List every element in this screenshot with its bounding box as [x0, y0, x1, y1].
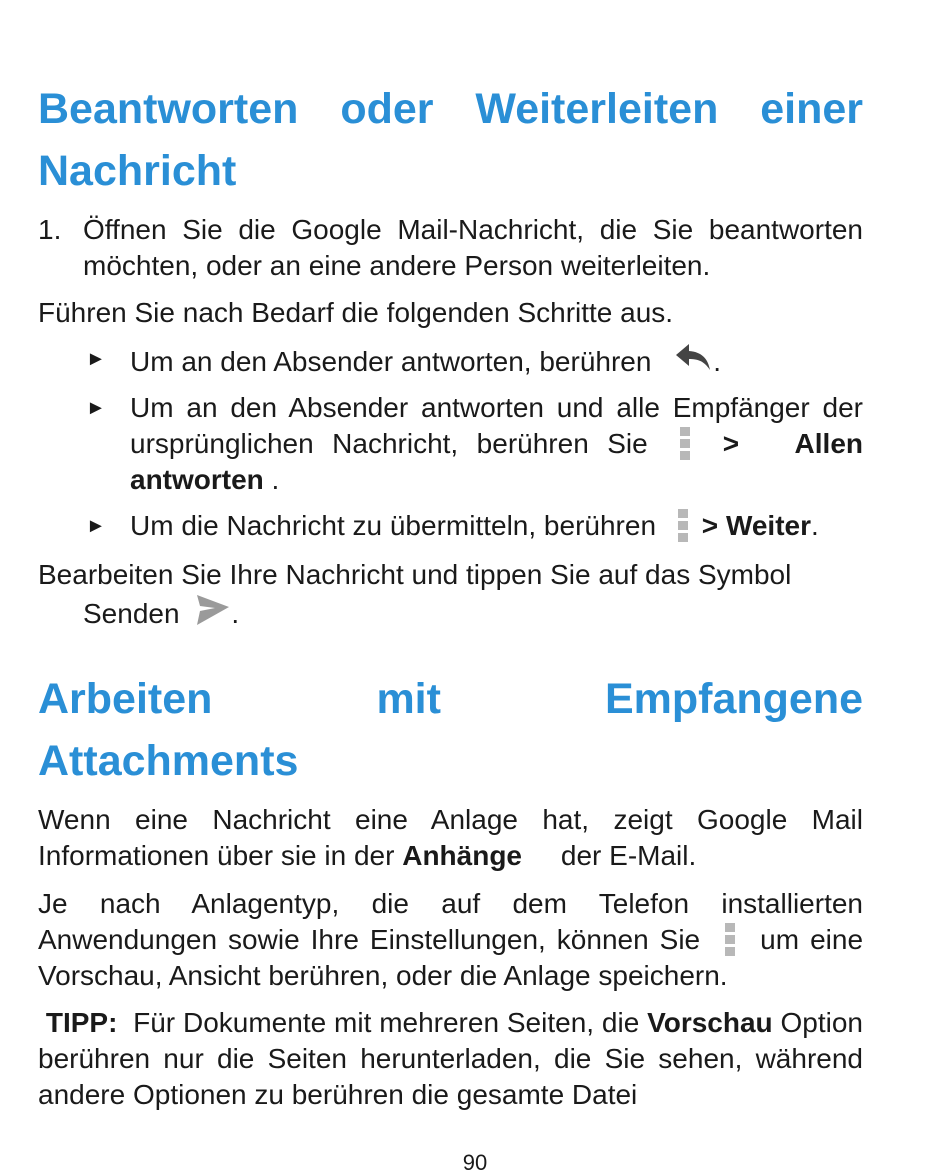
section-heading-attachments — [38, 668, 863, 792]
heading-line-2: Attachments — [38, 737, 299, 785]
bullet-end: . — [263, 464, 280, 495]
edit-end: . — [231, 598, 240, 629]
send-icon — [195, 593, 231, 636]
bullet-marker: ► — [86, 397, 106, 419]
arrow: > — [722, 428, 740, 459]
para-text: um eine Vorschau, Ansicht berühren, oder die Anlage speichern. — [38, 924, 864, 991]
bullet-reply — [38, 341, 863, 382]
steps-intro: Führen Sie nach Bedarf die folgenden Schritte aus. — [38, 297, 674, 328]
edit-and-send — [38, 557, 863, 636]
section-heading-reply-forward — [38, 78, 863, 202]
heading-word: Beantworten — [38, 85, 299, 133]
heading-word: mit — [376, 675, 441, 723]
heading-line-2: Nachricht — [38, 147, 237, 195]
bullet-text — [130, 341, 863, 382]
menu-icon — [725, 923, 735, 957]
bullet-marker: ► — [86, 515, 106, 537]
attachments-paragraph-2 — [38, 886, 863, 994]
tip-text: Option berühren nur die Seiten herunterladen, die Sie sehen, während andere Optionen zu berühren die gesamte Datei — [38, 1007, 864, 1110]
bullet-text — [130, 390, 863, 498]
heading-line-1 — [38, 78, 863, 140]
preview-label: Vorschau — [647, 1007, 773, 1038]
bullet-text — [130, 508, 863, 544]
para-text: der E-Mail. — [553, 840, 697, 871]
heading-word: Weiterleiten — [475, 85, 719, 133]
bullet-reply-text: Um an den Absender antworten, berühren — [130, 346, 652, 377]
heading-line-1 — [38, 668, 863, 730]
menu-icon — [678, 509, 688, 543]
reply-all-label: Allen antworten — [130, 428, 864, 495]
tip-label: TIPP: — [45, 1007, 118, 1038]
arrow: > — [701, 510, 726, 541]
bullet-marker: ► — [86, 348, 106, 370]
heading-word: Arbeiten — [38, 675, 213, 723]
edit-line-1: Bearbeiten Sie Ihre Nachricht und tippen Sie auf das Symbol — [38, 559, 792, 590]
attachments-paragraph-1 — [38, 802, 863, 874]
bullet-reply-all-text: Um an den Absender antworten und alle Empfänger der ursprünglichen Nachricht, berühren Sie — [130, 392, 863, 459]
bullet-forward — [38, 508, 863, 544]
bullet-forward-text: Um die Nachricht zu übermitteln, berühren — [130, 510, 657, 541]
para-text: Wenn eine Nachricht eine Anlage hat, zeigt Google Mail Informationen über sie in der — [38, 804, 863, 871]
bullet-end: . — [713, 346, 722, 377]
bullet-reply-all — [38, 390, 863, 498]
para-text: Je nach Anlagentyp, die auf dem Telefon installierten Anwendungen sowie Ihre Einstellungen, können Sie — [38, 888, 863, 955]
reply-icon — [673, 341, 713, 382]
numbered-step-1 — [38, 212, 863, 284]
forward-label: Weiter — [725, 510, 812, 541]
heading-word: Empfangene — [604, 675, 863, 723]
attachments-label: Anhänge — [402, 840, 522, 871]
step-text: Öffnen Sie die Google Mail-Nachricht, die Sie beantworten möchten, oder an eine andere Person weiterleiten. — [83, 214, 863, 281]
send-label: Senden — [83, 598, 180, 629]
step-number: 1. — [38, 214, 62, 245]
tip-paragraph — [38, 1005, 863, 1113]
page-number: 90 — [462, 1150, 488, 1175]
edit-line-2 — [38, 593, 863, 636]
menu-icon — [680, 427, 690, 461]
bullet-end: . — [811, 510, 819, 541]
tip-text: Für Dokumente mit mehreren Seiten, die — [125, 1007, 648, 1038]
heading-word: einer — [760, 85, 864, 133]
heading-word: oder — [340, 85, 434, 133]
